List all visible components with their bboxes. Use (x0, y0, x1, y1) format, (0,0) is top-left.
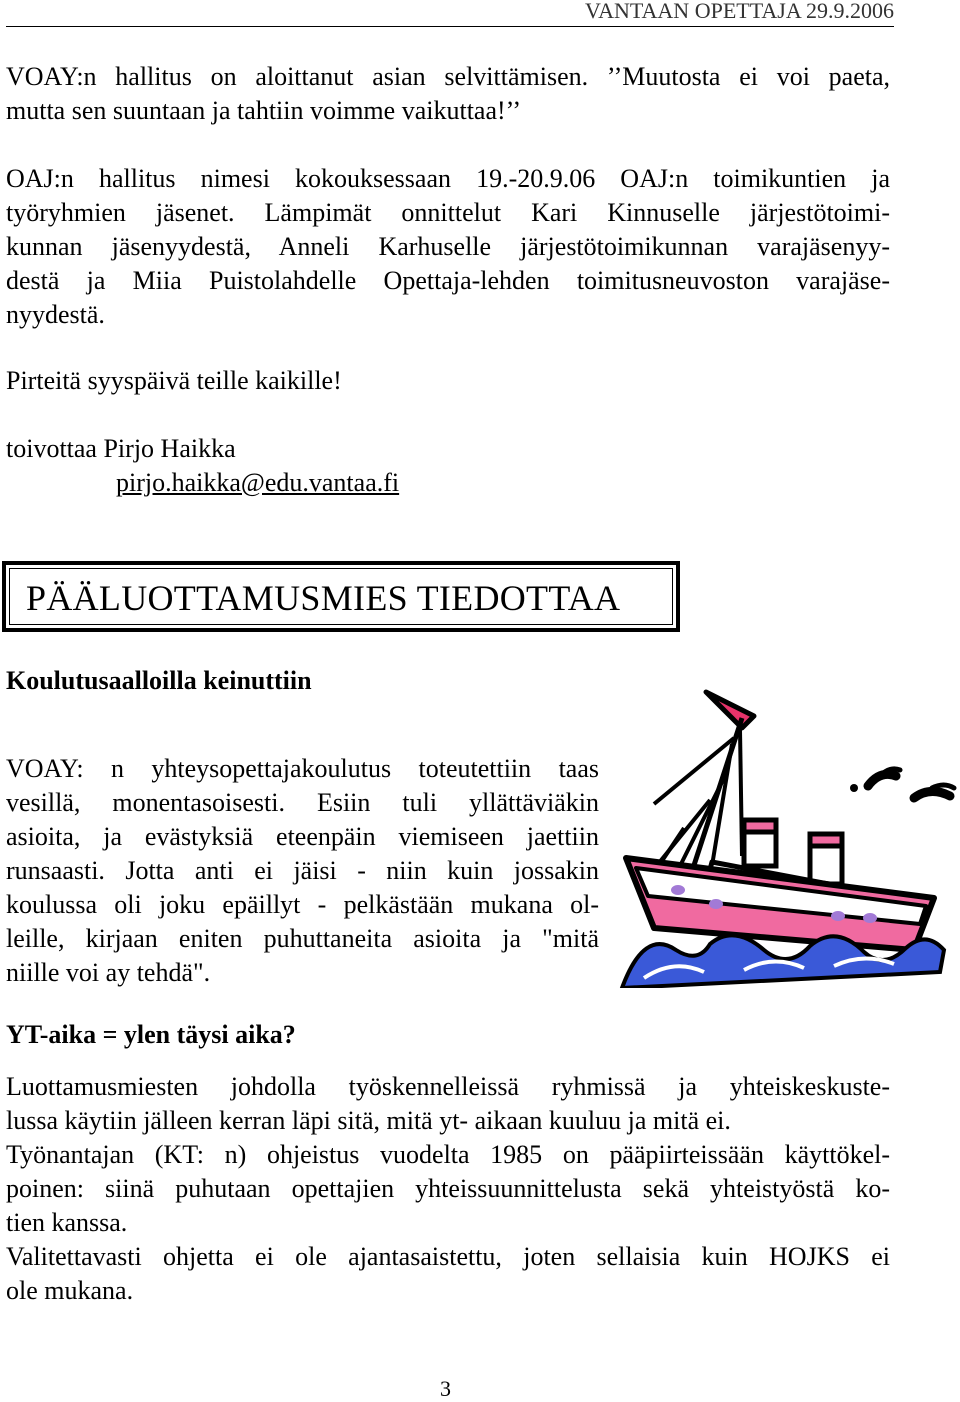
text-line: työryhmien jäsenet. Lämpimät onnittelut Kari Kinnuselle järjestötoimi- (6, 198, 890, 227)
text-line: runsaasti. Jotta anti ei jäisi - niin kuin jossakin (6, 856, 599, 885)
section-heading-koulutus: Koulutusaalloilla keinuttiin (6, 666, 312, 695)
text-line: ole mukana. (6, 1276, 134, 1305)
section-1-paragraph (6, 752, 599, 990)
banner-title: PÄÄLUOTTAMUSMIES TIEDOTTAA (26, 578, 621, 618)
greeting: Pirteitä syyspäivä teille kaikille! (6, 366, 342, 395)
text-line: tien kanssa. (6, 1208, 128, 1237)
text-line: niille voi ay tehdä". (6, 958, 211, 987)
text-line: Työnantajan (KT: n) ohjeistus vuodelta 1985 on pääpiirteissään käyttökel- (6, 1140, 890, 1169)
email-link[interactable]: pirjo.haikka@edu.vantaa.fi (116, 468, 400, 497)
text-line: kunnan jäsenyydestä, Anneli Karhuselle järjestötoimikunnan varajäsenyy- (6, 232, 890, 261)
text-line: lussa käytiin jälleen kerran läpi sitä, mitä yt- aikaan kuuluu ja mitä ei. (6, 1106, 731, 1135)
text-line: OAJ:n hallitus nimesi kokouksessaan 19.-20.9.06 OAJ:n toimikuntien ja (6, 164, 890, 193)
porthole (671, 885, 685, 895)
signature: toivottaa Pirjo Haikka (6, 434, 236, 463)
section-heading-yt-aika: YT-aika = ylen täysi aika? (6, 1020, 296, 1049)
ship-flag (706, 692, 754, 728)
text-line: destä ja Miia Puistolahdelle Opettaja-lehden toimitusneuvoston varajäse- (6, 266, 890, 295)
text-line: vesillä, monentasoisesti. Esiin tuli yllättäviäkin (6, 788, 599, 817)
section-2-paragraph (6, 1070, 890, 1308)
text-line: koulussa oli joku epäillyt - pelkästään mukana ol- (6, 890, 599, 919)
text-line: VOAY: n yhteysopettajakoulutus toteutettiin taas (6, 754, 599, 783)
porthole (863, 913, 877, 923)
ship-icon (614, 688, 960, 988)
text-line: asioita, ja evästyksiä eteenpäin viemiseen jaettiin (6, 822, 599, 851)
text-line: mutta sen suuntaan ja tahtiin voimme vaikuttaa!’’ (6, 96, 522, 125)
text-line: VOAY:n hallitus on aloittanut asian selvittämisen. ’’Muutosta ei voi paeta, (6, 62, 890, 91)
page-number: 3 (440, 1376, 451, 1401)
text-line: nyydestä. (6, 300, 105, 329)
intro-paragraph-2 (6, 162, 890, 332)
running-header: VANTAAN OPETTAJA 29.9.2006 (585, 0, 894, 23)
porthole (831, 911, 845, 921)
header-rule (6, 26, 894, 27)
intro-paragraph-1 (6, 60, 890, 128)
text-line: leille, kirjaan eniten puhuttaneita asioita ja "mitä (6, 924, 599, 953)
smoke-puff (914, 791, 950, 798)
text-line: poinen: siinä puhutaan opettajien yhteissuunnittelusta sekä yhteistyöstä ko- (6, 1174, 890, 1203)
text-line: Luottamusmiesten johdolla työskennelleissä ryhmissä ja yhteiskeskuste- (6, 1072, 890, 1101)
porthole (709, 899, 723, 909)
section-banner (2, 561, 680, 632)
text-line: Valitettavasti ohjetta ei ole ajantasaistettu, joten sellaisia kuin HOJKS ei (6, 1242, 890, 1271)
